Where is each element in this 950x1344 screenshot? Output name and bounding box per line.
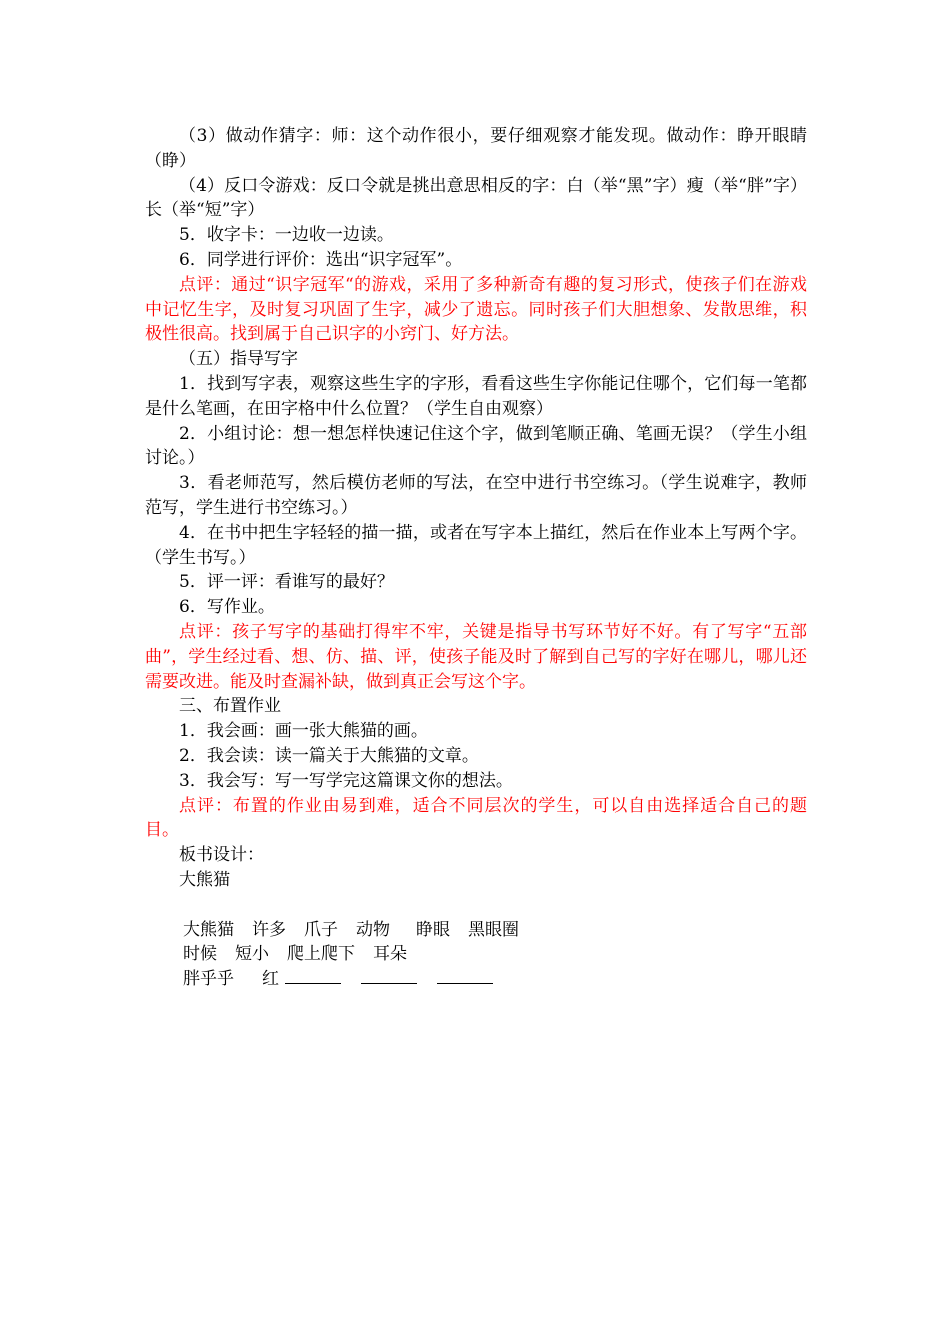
board-word: 爬上爬下 xyxy=(287,944,355,965)
comment-homework: 点评：布置的作业由易到难，适合不同层次的学生，可以自由选择适合自己的题目。 xyxy=(145,795,807,841)
board-row-1 xyxy=(145,918,807,943)
board-word: 爪子 xyxy=(304,919,338,940)
board-word: 时候 xyxy=(183,944,217,965)
board-title: 大熊猫 xyxy=(179,869,230,890)
board-word: 红 xyxy=(262,969,279,990)
comment-literacy-champion: 点评：通过“识字冠军“的游戏，采用了多种新奇有趣的复习形式，使孩子们在游戏中记忆生字，及时复习巩固了生字，减少了遗忘。同时孩子们大胆想象、发散思维，积极性很高。找到属于自己识字的小窍门、好方法。 xyxy=(145,274,807,345)
board-word: 动物 xyxy=(356,919,390,940)
heading-homework: 三、布置作业 xyxy=(179,696,281,717)
paragraph-homework-1: 1．我会画：画一张大熊猫的画。 xyxy=(179,721,428,742)
paragraph-writing-step-3: 3．看老师范写，然后模仿老师的写法，在空中进行书空练习。（学生说难字，教师范写，学生进行书空练习。） xyxy=(145,473,807,518)
paragraph-writing-step-4: 4．在书中把生字轻轻的描一描，或者在写字本上描红，然后在作业本上写两个字。（学生书写。） xyxy=(145,522,807,568)
paragraph-writing-step-5: 5．评一评：看谁写的最好？ xyxy=(179,572,394,593)
paragraph-writing-step-1: 1．找到写字表，观察这些生字的字形，看看这些生字你能记住哪个，它们每一笔都是什么笔画，在田字格中什么位置？（学生自由观察） xyxy=(145,373,807,419)
fill-blank-line xyxy=(285,969,341,984)
document-page xyxy=(145,124,807,992)
heading-board-design: 板书设计： xyxy=(179,845,264,866)
paragraph-writing-step-2: 2．小组讨论：想一想怎样快速记住这个字，做到笔顺正确、笔画无误？（学生小组讨论。） xyxy=(145,423,807,469)
board-word: 大熊猫 xyxy=(183,919,234,940)
paragraph-writing-step-6: 6．写作业。 xyxy=(179,597,275,618)
fill-blank-line xyxy=(361,969,417,984)
board-word: 许多 xyxy=(252,919,286,940)
paragraph-collect-cards: 5．收字卡：一边收一边读。 xyxy=(179,225,394,246)
board-word: 耳朵 xyxy=(373,944,407,965)
board-word: 睁眼 xyxy=(416,919,450,940)
board-row-2 xyxy=(145,942,807,967)
paragraph-homework-3: 3．我会写：写一写学完这篇课文你的想法。 xyxy=(179,770,513,791)
comment-writing-guidance: 点评：孩子写字的基础打得牢不牢，关键是指导书写环节好不好。有了写字“五部曲”，学生经过看、想、仿、描、评，使孩子能及时了解到自己写的字好在哪儿，哪儿还需要改进。能及时查漏补缺，做到真正会写这个字。 xyxy=(145,621,807,692)
paragraph-peer-evaluation: 6．同学进行评价：选出“识字冠军”。 xyxy=(179,249,463,270)
paragraph-guess-action: （3）做动作猜字：师：这个动作很小，要仔细观察才能发现。做动作：睁开眼睛（睁） xyxy=(145,126,807,171)
paragraph-homework-2: 2．我会读：读一篇关于大熊猫的文章。 xyxy=(179,745,479,766)
blank-line xyxy=(145,893,807,918)
board-word: 黑眼圈 xyxy=(468,919,519,940)
paragraph-opposite-game: （4）反口令游戏：反口令就是挑出意思相反的字：白（举“黑”字）瘦（举“胖”字）长（举“短”字） xyxy=(145,175,807,221)
board-word: 短小 xyxy=(235,944,269,965)
heading-writing-guidance: （五）指导写字 xyxy=(179,349,298,370)
fill-blank-line xyxy=(437,969,493,984)
board-row-3 xyxy=(145,967,807,992)
board-word: 胖乎乎 xyxy=(183,969,234,990)
